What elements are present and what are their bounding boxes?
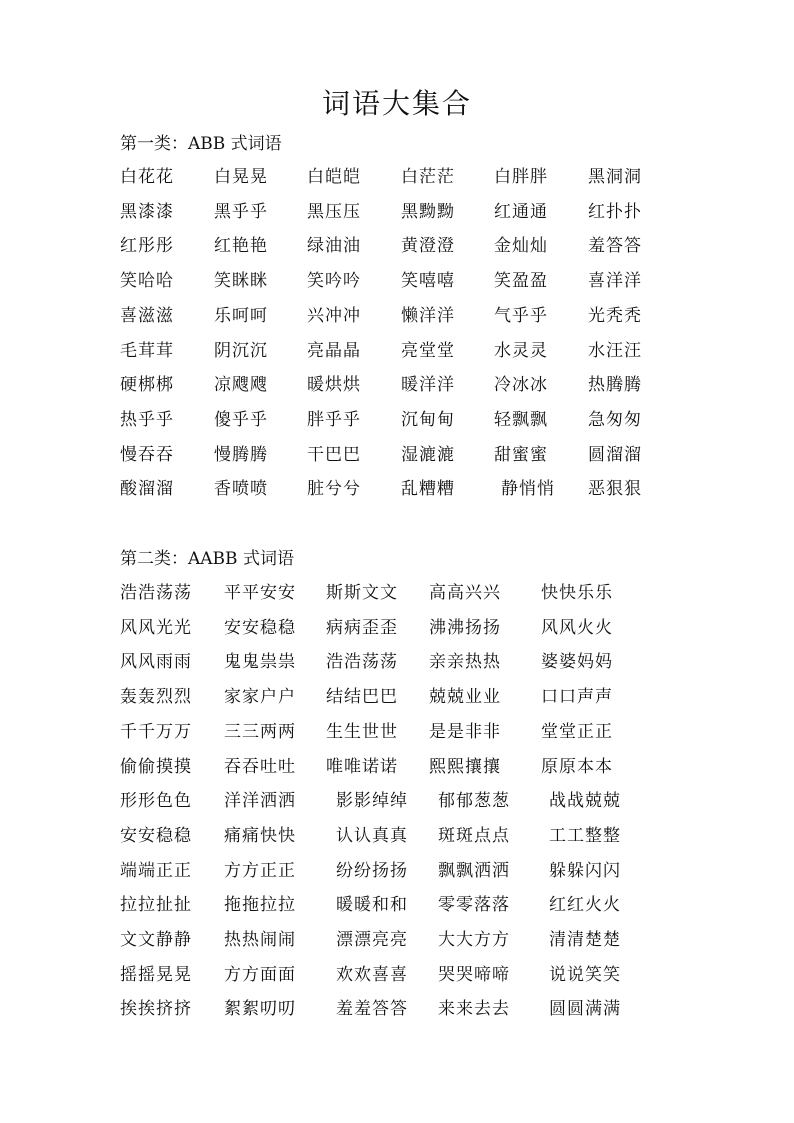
word-cell: 风风光光 [120,617,192,638]
section-heading-abb: 第一类：ABB 式词语 [120,134,282,154]
word-cell: 原原本本 [541,756,613,777]
word-cell: 亮晶晶 [307,340,361,361]
word-cell: 酸溜溜 [120,479,174,500]
word-cell: 病病歪歪 [326,617,398,638]
word-cell: 红扑扑 [588,201,642,222]
word-cell: 熙熙攘攘 [429,756,501,777]
word-cell: 红红火火 [549,895,621,916]
word-cell: 说说笑笑 [549,964,621,985]
word-cell: 平平安安 [224,583,296,603]
word-cell: 甜蜜蜜 [494,444,548,465]
word-cell: 羞答答 [588,236,642,257]
word-cell: 快快乐乐 [541,583,613,603]
word-cell: 端端正正 [120,860,192,881]
word-cell: 毛茸茸 [120,340,174,361]
word-cell: 生生世世 [326,721,398,742]
word-cell: 亲亲热热 [429,652,501,673]
word-cell: 气乎乎 [494,305,548,326]
word-cell: 笑盈盈 [494,271,548,292]
word-cell: 风风火火 [541,617,613,638]
word-cell: 洋洋洒洒 [224,791,296,812]
word-cell: 硬梆梆 [120,375,174,396]
word-cell: 三三两两 [224,721,296,742]
word-cell: 方方正正 [224,860,296,881]
word-cell: 胖乎乎 [307,409,361,430]
word-cell: 黑压压 [307,201,361,222]
word-cell: 大大方方 [438,930,510,950]
word-cell: 安安稳稳 [224,617,296,638]
word-cell: 红艳艳 [214,236,268,257]
word-cell: 风风雨雨 [120,652,192,673]
word-cell: 哭哭啼啼 [438,964,510,985]
word-cell: 羞羞答答 [336,999,408,1020]
word-cell: 恶狠狠 [588,479,642,500]
word-cell: 暖暖和和 [336,895,408,916]
word-cell: 絮絮叨叨 [224,999,296,1020]
word-cell: 亮堂堂 [401,340,455,361]
word-cell: 飘飘洒洒 [438,860,510,881]
word-cell: 黑黝黝 [401,201,455,222]
word-cell: 欢欢喜喜 [336,964,408,985]
word-cell: 热腾腾 [588,375,642,396]
word-cell: 笑眯眯 [214,271,268,292]
word-cell: 文文静静 [120,930,192,950]
word-cell: 阴沉沉 [214,340,268,361]
word-cell: 笑哈哈 [120,271,174,292]
word-cell: 偷偷摸摸 [120,756,192,777]
word-cell: 来来去去 [438,999,510,1020]
word-cell: 热热闹闹 [224,930,296,950]
word-cell: 斯斯文文 [326,583,398,603]
word-cell: 鬼鬼祟祟 [224,652,296,673]
section-heading-aabb: 第二类：AABB 式词语 [120,549,294,569]
word-cell: 兴冲冲 [307,305,361,326]
word-cell: 轻飘飘 [494,409,548,430]
word-cell: 沸沸扬扬 [429,617,501,638]
word-cell: 零零落落 [438,895,510,916]
word-cell: 干巴巴 [307,444,361,465]
word-cell: 形形色色 [120,791,192,812]
word-cell: 乱糟糟 [401,479,455,500]
word-cell: 吞吞吐吐 [224,756,296,777]
word-cell: 慢腾腾 [214,444,268,465]
word-cell: 圆圆满满 [549,999,621,1020]
word-cell: 光秃秃 [588,305,642,326]
word-cell: 笑吟吟 [307,271,361,292]
word-cell: 家家户户 [224,687,296,708]
word-cell: 香喷喷 [214,479,268,500]
word-cell: 喜洋洋 [588,271,642,292]
word-cell: 红通通 [494,201,548,222]
word-cell: 冷冰冰 [494,375,548,396]
word-cell: 认认真真 [336,825,408,846]
word-cell: 静悄悄 [501,479,555,500]
word-cell: 堂堂正正 [541,721,613,742]
word-cell: 暖洋洋 [401,375,455,396]
word-cell: 凉飕飕 [214,375,268,396]
word-cell: 暖烘烘 [307,375,361,396]
word-cell: 结结巴巴 [326,687,398,708]
word-cell: 浩浩荡荡 [120,583,192,603]
word-cell: 急匆匆 [588,409,642,430]
word-cell: 清清楚楚 [549,930,621,950]
word-cell: 挨挨挤挤 [120,999,192,1020]
word-cell: 斑斑点点 [438,825,510,846]
word-cell: 郁郁葱葱 [438,791,510,812]
word-cell: 沉甸甸 [401,409,455,430]
word-cell: 婆婆妈妈 [541,652,613,673]
word-cell: 口口声声 [541,687,613,708]
word-cell: 慢吞吞 [120,444,174,465]
word-cell: 黑洞洞 [588,167,642,187]
word-cell: 水汪汪 [588,340,642,361]
word-cell: 白茫茫 [401,167,455,187]
word-cell: 战战兢兢 [549,791,621,812]
word-cell: 方方面面 [224,964,296,985]
word-cell: 唯唯诺诺 [326,756,398,777]
word-cell: 白晃晃 [214,167,268,187]
word-cell: 拖拖拉拉 [224,895,296,916]
word-cell: 千千万万 [120,721,192,742]
word-cell: 纷纷扬扬 [336,860,408,881]
word-cell: 黑乎乎 [214,201,268,222]
word-cell: 漂漂亮亮 [336,930,408,950]
word-cell: 白皑皑 [307,167,361,187]
word-cell: 绿油油 [307,236,361,257]
word-cell: 是是非非 [429,721,501,742]
word-cell: 乐呵呵 [214,305,268,326]
word-cell: 摇摇晃晃 [120,964,192,985]
word-cell: 兢兢业业 [429,687,501,708]
word-cell: 躲躲闪闪 [549,860,621,881]
word-cell: 金灿灿 [494,236,548,257]
word-cell: 白花花 [120,167,174,187]
word-cell: 湿漉漉 [401,444,455,465]
word-cell: 水灵灵 [494,340,548,361]
word-cell: 圆溜溜 [588,444,642,465]
word-cell: 喜滋滋 [120,305,174,326]
word-cell: 脏兮兮 [307,479,361,500]
word-cell: 热乎乎 [120,409,174,430]
word-cell: 浩浩荡荡 [326,652,398,673]
word-cell: 傻乎乎 [214,409,268,430]
word-cell: 黄澄澄 [401,236,455,257]
page-title: 词语大集合 [321,87,472,120]
word-cell: 懒洋洋 [401,305,455,326]
word-cell: 轰轰烈烈 [120,687,192,708]
word-cell: 痛痛快快 [224,825,296,846]
word-cell: 白胖胖 [494,167,548,187]
word-cell: 笑嘻嘻 [401,271,455,292]
word-cell: 红彤彤 [120,236,174,257]
word-cell: 拉拉扯扯 [120,895,192,916]
word-cell: 高高兴兴 [429,583,501,603]
word-cell: 安安稳稳 [120,825,192,846]
word-cell: 黑漆漆 [120,201,174,222]
word-cell: 影影绰绰 [336,791,408,812]
word-cell: 工工整整 [549,825,621,846]
